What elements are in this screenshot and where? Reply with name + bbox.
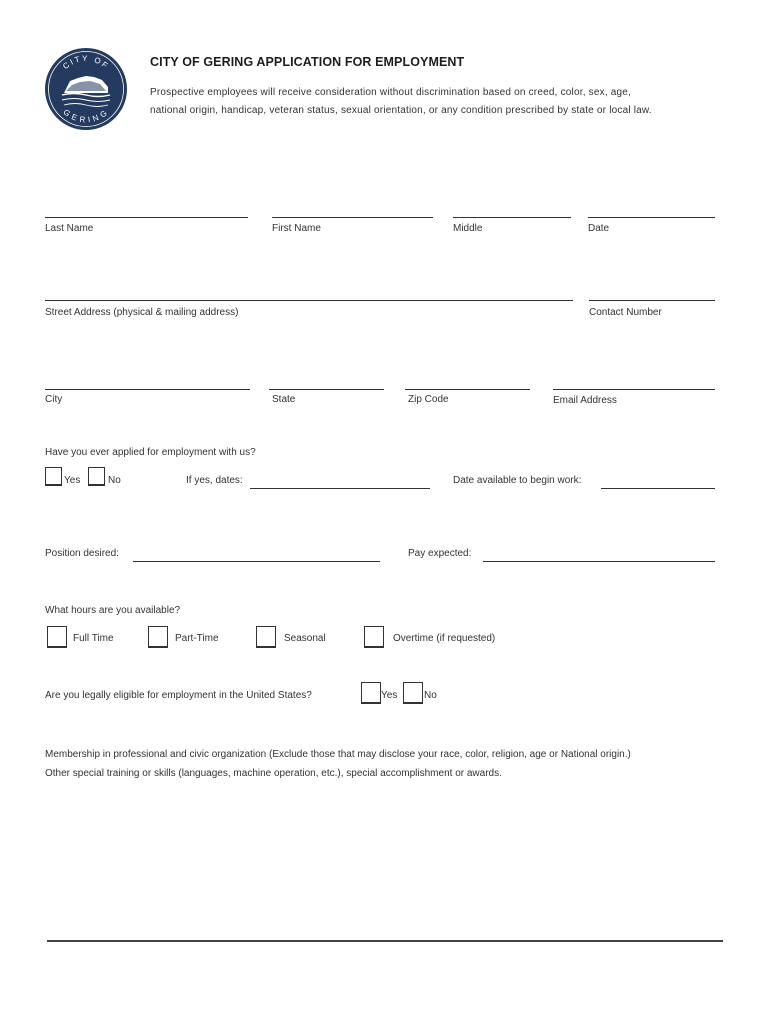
form-title: CITY OF GERING APPLICATION FOR EMPLOYMENT <box>150 55 465 69</box>
street-address-input-line[interactable] <box>45 300 573 301</box>
logo-bottom-text: GERING <box>61 107 111 125</box>
state-input-line[interactable] <box>269 389 384 390</box>
eligible-yes-label: Yes <box>381 690 398 701</box>
city-label: City <box>45 394 63 405</box>
position-desired-input-line[interactable] <box>133 561 380 562</box>
date-input-line[interactable] <box>588 217 715 218</box>
membership-answer-line[interactable] <box>47 940 723 942</box>
contact-number-input-line[interactable] <box>589 300 715 301</box>
middle-name-input-line[interactable] <box>453 217 571 218</box>
state-label: State <box>272 394 296 405</box>
eligible-no-checkbox[interactable] <box>403 682 423 704</box>
zip-code-label: Zip Code <box>408 394 449 405</box>
if-yes-dates-label: If yes, dates: <box>186 475 243 486</box>
date-available-label: Date available to begin work: <box>453 475 582 486</box>
overtime-checkbox[interactable] <box>364 626 384 648</box>
applied-before-question: Have you ever applied for employment with us? <box>45 447 256 458</box>
hours-question: What hours are you available? <box>45 605 181 616</box>
street-address-label: Street Address (physical & mailing address) <box>45 307 239 318</box>
applied-no-label: No <box>108 475 121 486</box>
middle-name-label: Middle <box>453 223 483 234</box>
applied-no-checkbox[interactable] <box>88 467 105 486</box>
email-address-label: Email Address <box>553 395 617 406</box>
last-name-input-line[interactable] <box>45 217 248 218</box>
contact-number-label: Contact Number <box>589 307 662 318</box>
zip-code-input-line[interactable] <box>405 389 530 390</box>
applied-yes-label: Yes <box>64 475 81 486</box>
seasonal-checkbox[interactable] <box>256 626 276 648</box>
full-time-checkbox[interactable] <box>47 626 67 648</box>
membership-line-1: Membership in professional and civic organization (Exclude those that may disclose your race, color, religion, age or National origin.) <box>45 749 631 760</box>
city-of-gering-seal <box>44 47 128 131</box>
position-desired-label: Position desired: <box>45 548 119 559</box>
part-time-label: Part-Time <box>175 633 219 644</box>
pay-expected-label: Pay expected: <box>408 548 472 559</box>
membership-line-2: Other special training or skills (languages, machine operation, etc.), special accomplishment or awards. <box>45 768 502 779</box>
intro-line-2: national origin, handicap, veteran status, sexual orientation, or any condition prescribed by state or local law. <box>150 105 652 116</box>
applied-yes-checkbox[interactable] <box>45 467 62 486</box>
full-time-label: Full Time <box>73 633 114 644</box>
city-input-line[interactable] <box>45 389 250 390</box>
first-name-input-line[interactable] <box>272 217 433 218</box>
part-time-checkbox[interactable] <box>148 626 168 648</box>
first-name-label: First Name <box>272 223 321 234</box>
eligible-yes-checkbox[interactable] <box>361 682 381 704</box>
seasonal-label: Seasonal <box>284 633 326 644</box>
date-available-input-line[interactable] <box>601 488 715 489</box>
eligibility-question: Are you legally eligible for employment in the United States? <box>45 690 312 701</box>
date-label: Date <box>588 223 610 234</box>
email-address-input-line[interactable] <box>553 389 715 390</box>
intro-line-1: Prospective employees will receive consideration without discrimination based on creed, color, sex, age, <box>150 87 632 98</box>
logo-top-text: CITY OF <box>61 53 111 72</box>
pay-expected-input-line[interactable] <box>483 561 715 562</box>
overtime-label: Overtime (if requested) <box>393 633 496 644</box>
eligible-no-label: No <box>424 690 437 701</box>
if-yes-dates-input-line[interactable] <box>250 488 430 489</box>
last-name-label: Last Name <box>45 223 94 234</box>
